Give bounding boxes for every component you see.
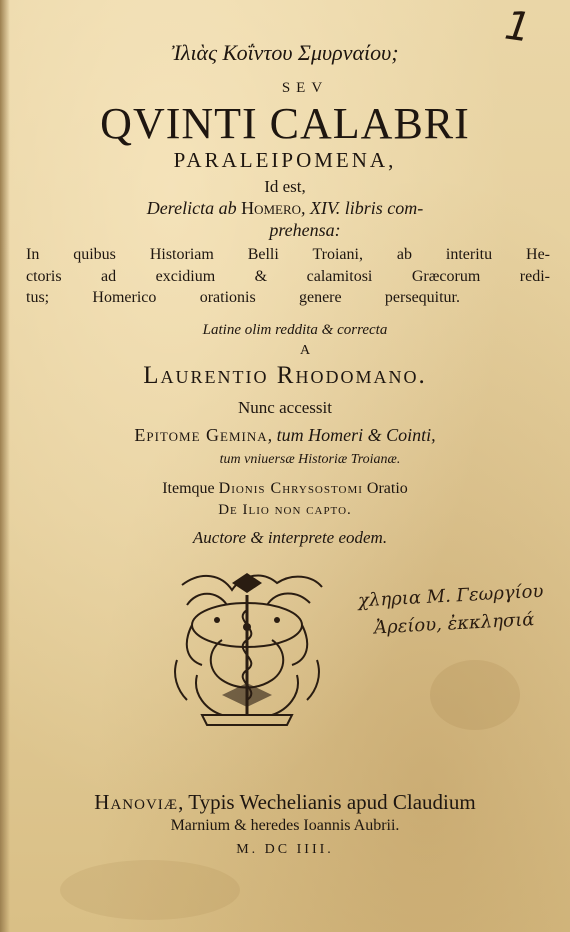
derelicta-line — [0, 198, 570, 219]
latine-line: Latine olim reddita & correcta — [202, 322, 388, 338]
auctore-line: Auctore & interprete eodem. — [192, 528, 388, 547]
paper-stain — [60, 860, 240, 920]
paper-stain — [430, 660, 520, 730]
derelicta-post: , XIV. libris com- — [301, 198, 424, 218]
itemque-pre: Itemque — [162, 480, 219, 497]
main-title: QVINTI CALABRI — [100, 99, 470, 148]
comprehensa-line: prehensa: — [269, 220, 341, 240]
itemque-line — [0, 480, 570, 498]
epitome-line — [0, 425, 570, 446]
paragraph-line-1: In quibus Historiam Belli Troiani, ab interitu He- — [26, 246, 550, 263]
derelicta-pre: Derelicta ab — [146, 198, 242, 218]
id-est-line: Id est, — [264, 177, 306, 196]
imprint-line-1 — [0, 790, 570, 815]
imprint-year: M. DC IIII. — [236, 842, 334, 857]
epitome-italic: , tum Homeri & Cointi, — [267, 425, 436, 445]
homero-name: Homero — [241, 198, 302, 218]
handwritten-note-line-1: χληρια M. Γεωργίου — [357, 580, 544, 612]
itemque-post: Oratio — [362, 480, 408, 497]
printers-device-image — [162, 565, 332, 730]
tum-line: tum vniuersæ Historiæ Troianæ. — [219, 452, 401, 467]
imprint-line-2: Marnium & heredes Ioannis Aubrii. — [170, 817, 400, 834]
imprint-place: Hanoviæ — [94, 790, 179, 814]
paragraph-line-3: tus; Homerico orationis genere persequitur. — [26, 289, 460, 306]
epitome-caps: Epitome Gemina — [134, 425, 268, 445]
de-ilio-line: De Ilio non capto. — [218, 502, 352, 518]
greek-title: Ἰλιὰς Κοΐντου Σμυρναίου; — [171, 40, 399, 65]
a-line: A — [299, 343, 311, 358]
seu-line: SEV — [281, 80, 329, 96]
dionis-name: Dionis Chrysostomi — [218, 480, 363, 497]
author-name: Laurentio Rhodomano. — [143, 362, 427, 389]
subtitle: PARALEIPOMENA, — [173, 148, 397, 172]
nunc-line: Nunc accessit — [238, 398, 332, 417]
handwritten-note-line-2: Ἀρείου, ἐκκλησιά — [373, 609, 535, 639]
imprint-printer: , Typis Wechelianis apud Claudium — [178, 790, 476, 814]
folio-number: 1 — [501, 2, 534, 52]
paragraph-line-2: ctoris ad excidium & calamitosi Græcorum redi- — [26, 268, 550, 285]
